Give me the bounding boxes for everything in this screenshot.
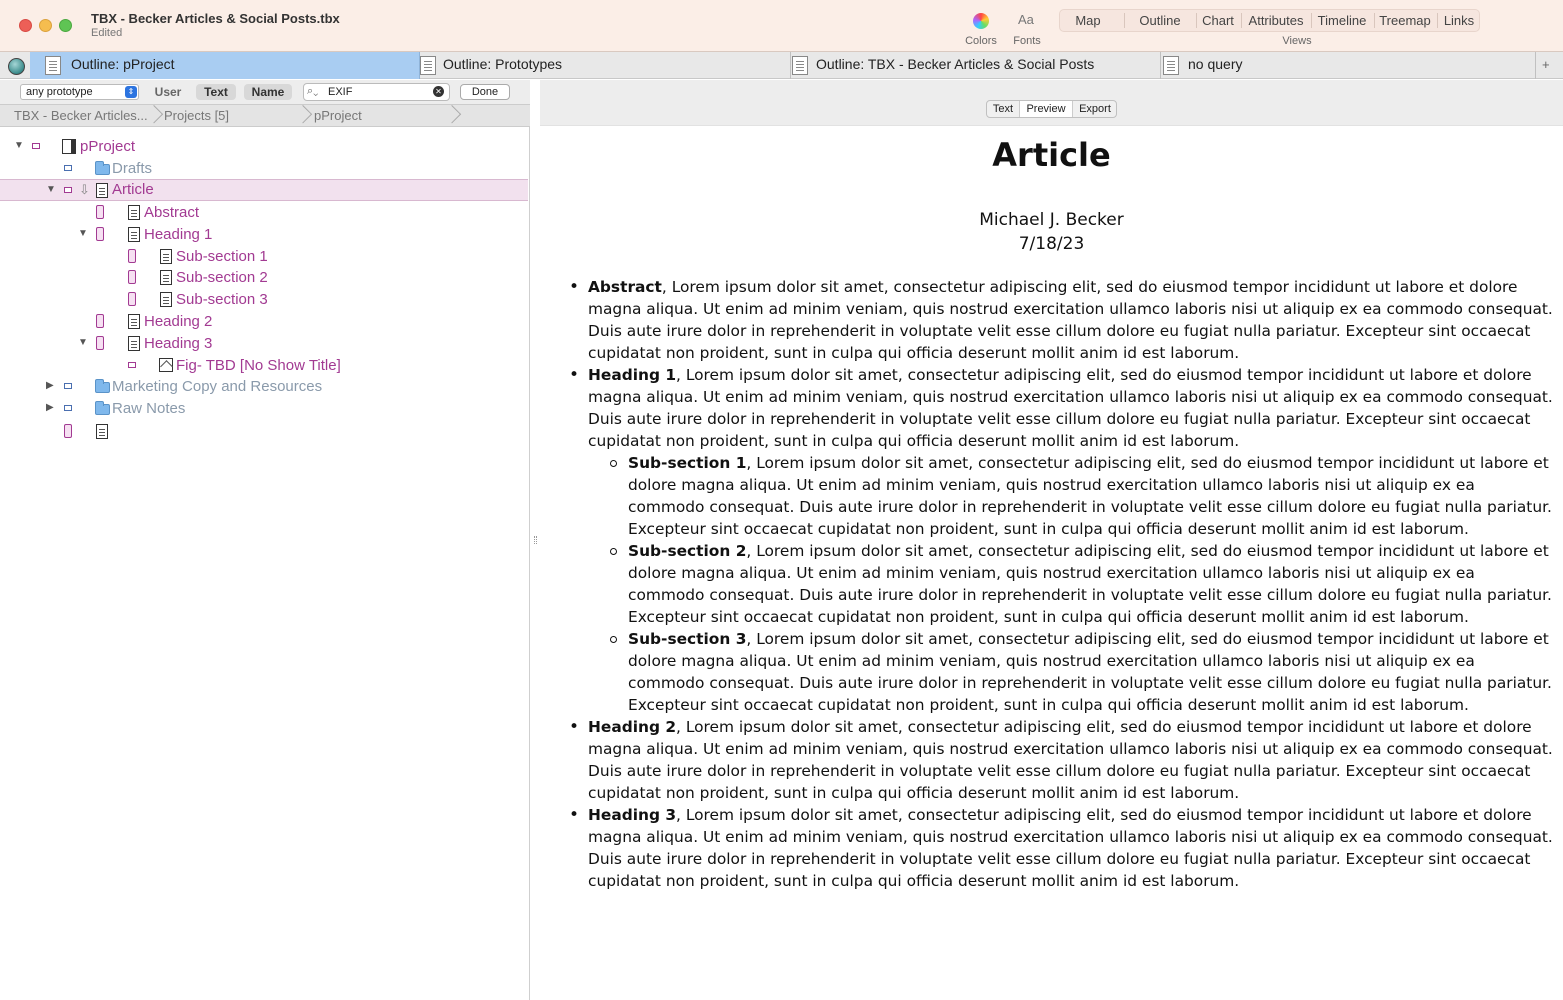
window-title: TBX - Becker Articles & Social Posts.tbx [91, 11, 340, 26]
window-subtitle: Edited [91, 27, 123, 39]
disclosure-closed-icon[interactable]: ▶ [46, 380, 54, 391]
note-icon [160, 292, 172, 307]
disclosure-open-icon[interactable]: ▼ [46, 184, 56, 195]
filter-user-button[interactable]: User [154, 85, 182, 99]
preview-toolbar [540, 80, 1563, 126]
fonts-icon[interactable]: Aa [1018, 12, 1034, 27]
filter-text-button[interactable]: Text [196, 84, 236, 100]
badge-icon [128, 362, 136, 368]
article-author: Michael J. Becker [979, 210, 1124, 230]
preview-mode-button[interactable]: Preview [1019, 101, 1073, 117]
tab-outline-prototypes[interactable]: Outline: Prototypes [420, 52, 790, 79]
badge-icon [64, 165, 72, 171]
outline-row[interactable]: ▶ Marketing Copy and Resources [46, 378, 323, 395]
outline-icon [45, 56, 61, 75]
outline-row[interactable]: Heading 2 [0, 311, 528, 333]
outline-row[interactable]: Abstract [0, 202, 528, 224]
search-input[interactable]: EXIF [303, 83, 450, 101]
badge-icon [64, 405, 72, 411]
list-item: Sub-section 2, Lorem ipsum dolor sit amet, consectetur adipiscing elit, sed do eiusmod tempor incididunt ut labore et dolore magna aliqua. Ut enim ad minim veniam, quis nostrud exercitation ullamco laboris nisi ut aliquip ex ea commodo consequat. Duis aute irure dolor in reprehenderit in voluptate velit esse cillum dolore eu fugiat nulla pariatur. Excepteur sint occaecat cupidatat non proident, sunt in culpa qui officia deserunt mollit anim id est laborum. [628, 540, 1554, 628]
done-button[interactable]: Done [460, 84, 510, 100]
outline-row[interactable]: Sub-section 2 [0, 267, 528, 289]
view-map-button[interactable]: Map [1075, 13, 1101, 28]
preview-mode-control [986, 100, 1117, 118]
note-icon [96, 424, 108, 439]
badge-icon [96, 227, 104, 241]
note-icon [160, 270, 172, 285]
breadcrumb-item-projects[interactable]: Projects [5] [164, 108, 230, 123]
note-icon [128, 227, 140, 242]
outline-row[interactable]: Sub-section 3 [0, 289, 528, 311]
alias-arrow-icon: ⇩ [79, 182, 90, 197]
outline-row[interactable]: ▼ Heading 3 [78, 335, 213, 352]
prototype-icon [62, 139, 76, 154]
disclosure-closed-icon[interactable]: ▶ [46, 402, 54, 413]
badge-icon [96, 205, 104, 219]
minimize-window-button[interactable] [39, 19, 52, 32]
outline-row[interactable]: ▶ Raw Notes [46, 400, 186, 417]
breadcrumb-item-pproject[interactable]: pProject [314, 108, 362, 123]
breadcrumb-item-root[interactable]: TBX - Becker Articles... [14, 108, 148, 123]
article-body [588, 276, 1554, 892]
folder-icon [95, 404, 110, 415]
folder-icon [95, 382, 110, 393]
list-item: Sub-section 3, Lorem ipsum dolor sit amet, consectetur adipiscing elit, sed do eiusmod tempor incididunt ut labore et dolore magna aliqua. Ut enim ad minim veniam, quis nostrud exercitation ullamco laboris nisi ut aliquip ex ea commodo consequat. Duis aute irure dolor in reprehenderit in voluptate velit esse cillum dolore eu fugiat nulla pariatur. Excepteur sint occaecat cupidatat non proident, sunt in culpa qui officia deserunt mollit anim id est laborum. [628, 628, 1554, 716]
tab-outline-tbx[interactable]: Outline: TBX - Becker Articles & Social Posts [792, 52, 1160, 79]
view-links-button[interactable]: Links [1443, 13, 1475, 28]
outline-row[interactable]: Sub-section 1 [0, 246, 528, 268]
article-title: Article [992, 136, 1111, 174]
outline-icon [420, 56, 436, 75]
image-icon [159, 358, 173, 372]
list-item: • Heading 2, Lorem ipsum dolor sit amet, consectetur adipiscing elit, sed do eiusmod tempor incididunt ut labore et dolore magna aliqua. Ut enim ad minim veniam, quis nostrud exercitation ullamco laboris nisi ut aliquip ex ea commodo consequat. Duis aute irure dolor in reprehenderit in voluptate velit esse cillum dolore eu fugiat nulla pariatur. Excepteur sint occaecat cupidatat non proident, sunt in culpa qui officia deserunt mollit anim id est laborum. [588, 716, 1554, 804]
prototype-select[interactable]: any prototype ⇕ [20, 84, 139, 100]
colors-label[interactable]: Colors [965, 35, 997, 47]
zoom-window-button[interactable] [59, 19, 72, 32]
add-tab-button[interactable]: + [1542, 57, 1550, 72]
badge-icon [128, 270, 136, 284]
globe-icon[interactable] [8, 58, 25, 75]
close-window-button[interactable] [19, 19, 32, 32]
outline-row[interactable]: Drafts [0, 158, 528, 180]
pane-splitter[interactable] [534, 536, 537, 544]
preview-pane [540, 80, 1563, 1000]
outline-row[interactable] [0, 421, 528, 443]
outline-row[interactable]: Fig- TBD [No Show Title] [0, 355, 528, 377]
export-mode-button[interactable]: Export [1079, 103, 1111, 115]
tab-no-query[interactable]: no query [1163, 52, 1533, 79]
filter-name-button[interactable]: Name [244, 84, 292, 100]
tab-bar [0, 52, 1563, 79]
badge-icon [64, 187, 72, 193]
title-bar [0, 0, 1563, 52]
badge-icon [96, 314, 104, 328]
list-item: • Heading 1, Lorem ipsum dolor sit amet, consectetur adipiscing elit, sed do eiusmod tempor incididunt ut labore et dolore magna aliqua. Ut enim ad minim veniam, quis nostrud exercitation ullamco laboris nisi ut aliquip ex ea commodo consequat. Duis aute irure dolor in reprehenderit in voluptate velit esse cillum dolore eu fugiat nulla pariatur. Excepteur sint occaecat cupidatat non proident, sunt in culpa qui officia deserunt mollit anim id est laborum. [588, 364, 1554, 452]
view-timeline-button[interactable]: Timeline [1317, 13, 1367, 28]
note-icon [96, 183, 108, 198]
chevron-updown-icon: ⇕ [125, 86, 137, 98]
fonts-label[interactable]: Fonts [1013, 35, 1041, 47]
tab-outline-pproject[interactable]: Outline: pProject [30, 52, 420, 79]
folder-icon [95, 164, 110, 175]
outline-pane [0, 80, 530, 1000]
text-mode-button[interactable]: Text [992, 103, 1014, 115]
note-icon [128, 314, 140, 329]
disclosure-open-icon[interactable]: ▼ [78, 337, 88, 348]
search-icon: ⌕⌄ [307, 85, 319, 97]
list-item: • Heading 3, Lorem ipsum dolor sit amet, consectetur adipiscing elit, sed do eiusmod tempor incididunt ut labore et dolore magna aliqua. Ut enim ad minim veniam, quis nostrud exercitation ullamco laboris nisi ut aliquip ex ea commodo consequat. Duis aute irure dolor in reprehenderit in voluptate velit esse cillum dolore eu fugiat nulla pariatur. Excepteur sint occaecat cupidatat non proident, sunt in culpa qui officia deserunt mollit anim id est laborum. [588, 804, 1554, 892]
badge-icon [96, 336, 104, 350]
badge-icon [64, 424, 72, 438]
outline-icon [792, 56, 808, 75]
filter-bar [0, 80, 530, 104]
badge-icon [128, 292, 136, 306]
note-icon [128, 205, 140, 220]
breadcrumb [0, 104, 530, 127]
article-date: 7/18/23 [1018, 234, 1085, 254]
list-item: Sub-section 1, Lorem ipsum dolor sit amet, consectetur adipiscing elit, sed do eiusmod tempor incididunt ut labore et dolore magna aliqua. Ut enim ad minim veniam, quis nostrud exercitation ullamco laboris nisi ut aliquip ex ea commodo consequat. Duis aute irure dolor in reprehenderit in voluptate velit esse cillum dolore eu fugiat nulla pariatur. Excepteur sint occaecat cupidatat non proident, sunt in culpa qui officia deserunt mollit anim id est laborum. [628, 452, 1554, 540]
note-icon [128, 336, 140, 351]
badge-icon [128, 249, 136, 263]
colors-icon[interactable] [973, 13, 989, 29]
badge-icon [32, 143, 40, 149]
list-item: • Abstract, Lorem ipsum dolor sit amet, consectetur adipiscing elit, sed do eiusmod tempor incididunt ut labore et dolore magna aliqua. Ut enim ad minim veniam, quis nostrud exercitation ullamco laboris nisi ut aliquip ex ea commodo consequat. Duis aute irure dolor in reprehenderit in voluptate velit esse cillum dolore eu fugiat nulla pariatur. Excepteur sint occaecat cupidatat non proident, sunt in culpa qui officia deserunt mollit anim id est laborum. [588, 276, 1554, 364]
note-icon [160, 249, 172, 264]
view-chart-button[interactable]: Chart [1202, 13, 1234, 28]
disclosure-open-icon[interactable]: ▼ [14, 140, 24, 151]
outline-row-selected[interactable]: ▼ ⇩ Article [0, 179, 528, 201]
badge-icon [64, 383, 72, 389]
outline-row[interactable]: ▼ pProject [14, 138, 136, 155]
view-outline-button[interactable]: Outline [1139, 13, 1181, 28]
views-label: Views [1282, 35, 1312, 47]
clear-search-icon[interactable]: ✕ [433, 86, 444, 97]
disclosure-open-icon[interactable]: ▼ [78, 228, 88, 239]
view-treemap-button[interactable]: Treemap [1379, 13, 1431, 28]
query-icon [1163, 56, 1179, 75]
outline-row[interactable]: ▼ Heading 1 [78, 226, 213, 243]
view-attributes-button[interactable]: Attributes [1248, 13, 1304, 28]
